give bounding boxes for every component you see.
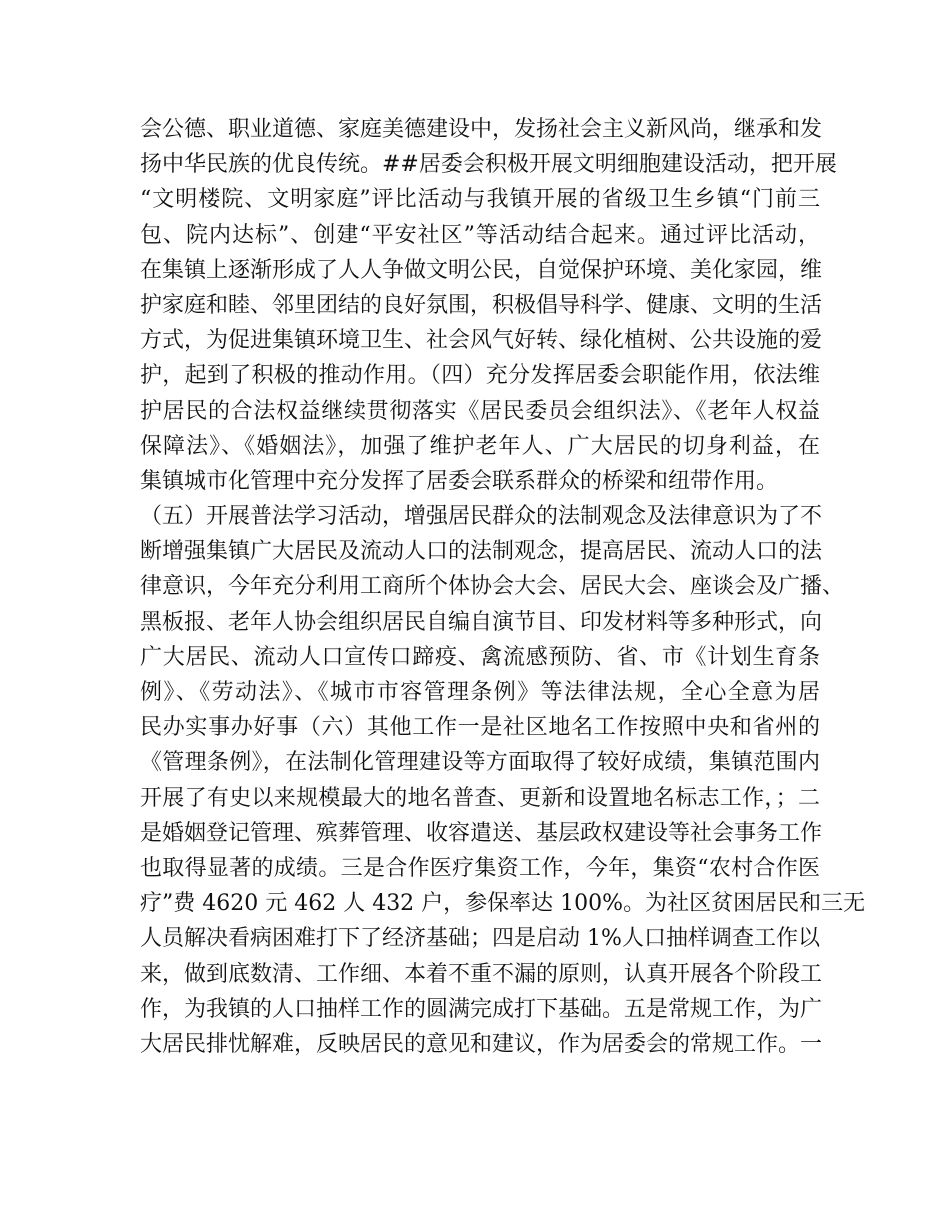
text-line: 护居民的合法权益继续贯彻落实《居民委员会组织法》、《老年人权益 [140, 398, 820, 424]
text-line: “文明楼院、文明家庭”评比活动与我镇开展的省级卫生乡镇“门前三 [140, 187, 820, 213]
text-line: 方式，为促进集镇环境卫生、社会风气好转、绿化植树、公共设施的爱 [140, 328, 823, 354]
body-text [140, 112, 866, 1062]
text-line: 作，为我镇的人口抽样工作的圆满完成打下基础。五是常规工作，为广 [140, 996, 823, 1022]
text-line: 断增强集镇广大居民及流动人口的法制观念，提高居民、流动人口的法 [140, 539, 823, 565]
text-line: 广大居民、流动人口宣传口蹄疫、禽流感预防、省、市《计划生育条 [140, 644, 820, 670]
text-line: 扬中华民族的优良传统。##居委会积极开展文明细胞建设活动，把开展 [140, 152, 837, 178]
text-line: 也取得显著的成绩。三是合作医疗集资工作，今年，集资“农村合作医 [140, 855, 820, 881]
text-line: 包、院内达标”、创建“平安社区”等活动结合起来。通过评比活动， [140, 222, 820, 248]
text-line: 律意识，今年充分利用工商所个体协会大会、居民大会、座谈会及广播、 [140, 574, 845, 600]
text-line: 例》、《劳动法》、《城市市容管理条例》等法律法规，全心全意为居 [140, 680, 820, 705]
text-line: 《管理条例》，在法制化管理建设等方面取得了较好成绩，集镇范围内 [140, 750, 820, 776]
text-line: 会公德、职业道德、家庭美德建设中，发扬社会主义新风尚，继承和发 [140, 117, 823, 142]
text-line: 在集镇上逐渐形成了人人争做文明公民，自觉保护环境、美化家园，维 [140, 257, 823, 283]
text-line: 护家庭和睦、邻里团结的良好氛围，积极倡导科学、健康、文明的生活 [140, 292, 823, 318]
text-line: 大居民排忧解难，反映居民的意见和建议，作为居委会的常规工作。一 [140, 1031, 823, 1057]
text-line: 民办实事办好事（六）其他工作一是社区地名工作按照中央和省州的 [140, 715, 820, 741]
text-line: 来，做到底数清、工作细、本着不重不漏的原则，认真开展各个阶段工 [140, 961, 823, 987]
text-line: （五）开展普法学习活动，增强居民群众的法制观念及法律意识为了不 [140, 504, 823, 530]
text-line: 集镇城市化管理中充分发挥了居委会联系群众的桥梁和纽带作用。 [140, 468, 779, 494]
text-line: 人员解决看病困难打下了经济基础；四是启动 1%人口抽样调查工作以 [140, 926, 820, 952]
text-line: 开展了有史以来规模最大的地名普查、更新和设置地名标志工作，；二 [140, 785, 820, 811]
text-line: 疗”费 4620 元 462 人 432 户，参保率达 100%。为社区贫困居民和三无 [140, 891, 866, 917]
text-line: 保障法》、《婚姻法》，加强了维护老年人、广大居民的切身利益，在 [140, 433, 820, 459]
text-line: 护，起到了积极的推动作用。（四）充分发挥居委会职能作用，依法维 [140, 363, 820, 389]
text-line: 是婚姻登记管理、殡葬管理、收容遣送、基层政权建设等社会事务工作 [140, 820, 823, 846]
text-line: 黑板报、老年人协会组织居民自编自演节目、印发材料等多种形式，向 [140, 609, 823, 635]
